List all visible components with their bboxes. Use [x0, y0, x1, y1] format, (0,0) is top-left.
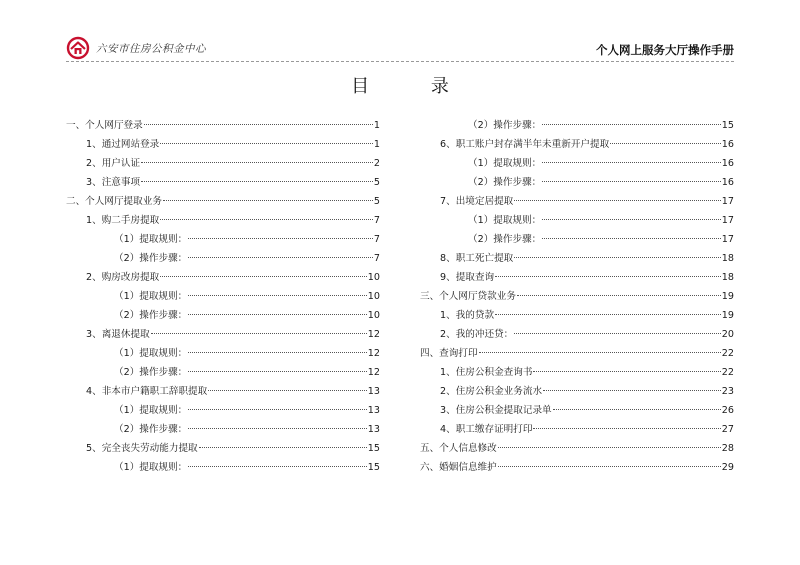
- toc-entry-page: 7: [373, 215, 380, 226]
- toc-entry-label: （2）操作步骤：: [114, 310, 188, 321]
- toc-entry[interactable]: [420, 154, 734, 173]
- toc-entry-label: （2）操作步骤：: [114, 253, 188, 264]
- toc-entry-page: 27: [721, 424, 734, 435]
- toc-entry-label: 6、职工账户封存满半年未重新开户提取: [440, 139, 610, 150]
- org-name: 六安市住房公积金中心: [96, 42, 206, 55]
- toc-entry-label: 三、个人网厅贷款业务: [420, 291, 516, 302]
- toc-entry-page: 18: [721, 272, 734, 283]
- toc-entry[interactable]: [420, 344, 734, 363]
- toc-entry[interactable]: [66, 192, 380, 211]
- toc-entry[interactable]: [420, 306, 734, 325]
- toc-entry[interactable]: [66, 211, 380, 230]
- toc-entry-label: 六、婚姻信息维护: [420, 462, 497, 473]
- toc-entry-label: 4、非本市户籍职工辞职提取: [86, 386, 208, 397]
- toc-dot-leader: [533, 371, 720, 372]
- toc-entry-page: 10: [367, 291, 380, 302]
- toc-entry[interactable]: [66, 135, 380, 154]
- toc-dot-leader: [542, 219, 721, 220]
- toc-entry[interactable]: [420, 287, 734, 306]
- toc-dot-leader: [141, 181, 373, 182]
- toc-entry-page: 12: [367, 367, 380, 378]
- toc-entry-page: 20: [721, 329, 734, 340]
- toc-dot-leader: [542, 162, 721, 163]
- toc-entry-page: 28: [721, 443, 734, 454]
- toc-dot-leader: [144, 124, 373, 125]
- toc-entry-page: 19: [721, 310, 734, 321]
- toc-dot-leader: [542, 238, 721, 239]
- toc-entry-label: 四、查询打印: [420, 348, 478, 359]
- toc-entry[interactable]: [420, 173, 734, 192]
- toc-dot-leader: [498, 466, 721, 467]
- toc-column-left: [66, 116, 380, 477]
- toc-entry-label: 8、职工死亡提取: [440, 253, 514, 264]
- toc-entry-page: 22: [721, 367, 734, 378]
- toc-dot-leader: [553, 409, 721, 410]
- toc-entry[interactable]: [420, 211, 734, 230]
- toc-entry[interactable]: [420, 135, 734, 154]
- housing-fund-logo-icon: [66, 36, 90, 60]
- toc-entry-label: 五、个人信息修改: [420, 443, 497, 454]
- toc-entry-page: 15: [721, 120, 734, 131]
- toc-entry-label: （1）提取规则：: [114, 234, 188, 245]
- toc-entry-label: 1、通过网站登录: [86, 139, 160, 150]
- toc-entry-label: （1）提取规则：: [468, 215, 542, 226]
- toc-dot-leader: [514, 200, 721, 201]
- toc-entry[interactable]: [66, 401, 380, 420]
- toc-dot-leader: [543, 390, 721, 391]
- toc-entry-page: 12: [367, 348, 380, 359]
- toc-dot-leader: [495, 314, 721, 315]
- toc-entry[interactable]: [66, 382, 380, 401]
- toc-dot-leader: [514, 257, 721, 258]
- manual-title: 个人网上服务大厅操作手册: [596, 43, 734, 57]
- header-branding: [66, 36, 206, 60]
- toc-entry-label: （1）提取规则：: [468, 158, 542, 169]
- toc-entry-page: 7: [373, 234, 380, 245]
- toc-entry-page: 5: [373, 196, 380, 207]
- toc-entry-label: 1、我的贷款: [440, 310, 495, 321]
- toc-dot-leader: [141, 162, 373, 163]
- toc-dot-leader: [514, 333, 721, 334]
- toc-entry-page: 15: [367, 443, 380, 454]
- toc-entry[interactable]: [66, 439, 380, 458]
- toc-entry-page: 26: [721, 405, 734, 416]
- toc-entry[interactable]: [420, 420, 734, 439]
- toc-entry[interactable]: [66, 420, 380, 439]
- toc-entry[interactable]: [66, 458, 380, 477]
- toc-dot-leader: [610, 143, 721, 144]
- toc-entry-label: 9、提取查询: [440, 272, 495, 283]
- toc-entry[interactable]: [66, 325, 380, 344]
- toc-entry-label: （2）操作步骤：: [114, 424, 188, 435]
- toc-entry-page: 13: [367, 424, 380, 435]
- toc-entry-page: 18: [721, 253, 734, 264]
- toc-entry[interactable]: [66, 249, 380, 268]
- toc-entry-page: 13: [367, 405, 380, 416]
- toc-dot-leader: [160, 276, 367, 277]
- toc-entry-label: 5、完全丧失劳动能力提取: [86, 443, 198, 454]
- toc-entry-label: 2、购房改房提取: [86, 272, 160, 283]
- toc-entry-label: 2、住房公积金业务流水: [440, 386, 543, 397]
- toc-dot-leader: [160, 143, 373, 144]
- toc-entry[interactable]: [66, 268, 380, 287]
- toc-entry-label: （1）提取规则：: [114, 462, 188, 473]
- toc-entry-page: 29: [721, 462, 734, 473]
- toc-entry-page: 19: [721, 291, 734, 302]
- toc-entry[interactable]: [420, 249, 734, 268]
- toc-entry[interactable]: [66, 154, 380, 173]
- toc-entry-page: 16: [721, 139, 734, 150]
- toc-dot-leader: [188, 238, 373, 239]
- toc-entry-page: 16: [721, 158, 734, 169]
- toc-dot-leader: [188, 371, 367, 372]
- toc-dot-leader: [498, 447, 721, 448]
- toc-entry-page: 17: [721, 234, 734, 245]
- toc-entry[interactable]: [66, 306, 380, 325]
- toc-entry-label: 3、住房公积金提取记录单: [440, 405, 552, 416]
- toc-entry-page: 5: [373, 177, 380, 188]
- toc-entry-label: 2、我的冲还贷：: [440, 329, 514, 340]
- toc-entry-page: 17: [721, 215, 734, 226]
- toc-entry-label: 7、出境定居提取: [440, 196, 514, 207]
- toc-dot-leader: [495, 276, 721, 277]
- toc-entry-label: 3、离退休提取: [86, 329, 150, 340]
- toc-entry[interactable]: [420, 325, 734, 344]
- toc-dot-leader: [208, 390, 367, 391]
- toc-entry[interactable]: [66, 173, 380, 192]
- toc-entry-label: （2）操作步骤：: [468, 234, 542, 245]
- toc-entry-label: 4、职工缴存证明打印: [440, 424, 533, 435]
- toc-entry-label: 2、用户认证: [86, 158, 141, 169]
- toc-entry-page: 10: [367, 272, 380, 283]
- toc-entry[interactable]: [66, 116, 380, 135]
- toc-dot-leader: [188, 257, 373, 258]
- toc-entry-label: （2）操作步骤：: [468, 120, 542, 131]
- toc-entry-label: （2）操作步骤：: [114, 367, 188, 378]
- toc-dot-leader: [188, 314, 367, 315]
- toc-dot-leader: [188, 409, 367, 410]
- toc-entry-page: 15: [367, 462, 380, 473]
- header-divider: [66, 61, 734, 62]
- toc-column-right: [420, 116, 734, 477]
- toc-entry[interactable]: [420, 439, 734, 458]
- toc-dot-leader: [151, 333, 367, 334]
- toc-entry[interactable]: [66, 344, 380, 363]
- toc-dot-leader: [542, 181, 721, 182]
- toc-entry-page: 13: [367, 386, 380, 397]
- toc-entry-page: 22: [721, 348, 734, 359]
- toc-dot-leader: [542, 124, 721, 125]
- toc-entry-page: 16: [721, 177, 734, 188]
- toc-entry-label: 3、注意事项: [86, 177, 141, 188]
- toc-entry-page: 12: [367, 329, 380, 340]
- toc-entry[interactable]: [420, 268, 734, 287]
- toc-entry[interactable]: [420, 458, 734, 477]
- toc-entry-page: 7: [373, 253, 380, 264]
- toc-entry[interactable]: [420, 116, 734, 135]
- toc-entry[interactable]: [420, 192, 734, 211]
- page-header: [66, 36, 734, 62]
- toc-entry-page: 17: [721, 196, 734, 207]
- toc-entry[interactable]: [66, 287, 380, 306]
- toc-entry-label: （1）提取规则：: [114, 291, 188, 302]
- toc-title: 目 录: [351, 76, 477, 97]
- toc-dot-leader: [199, 447, 367, 448]
- toc-entry-page: 1: [373, 139, 380, 150]
- toc-dot-leader: [188, 295, 367, 296]
- toc-entry-label: 1、住房公积金查询书: [440, 367, 533, 378]
- toc-dot-leader: [160, 219, 373, 220]
- toc-dot-leader: [533, 428, 720, 429]
- toc-dot-leader: [517, 295, 721, 296]
- toc-dot-leader: [188, 352, 367, 353]
- toc-entry[interactable]: [420, 401, 734, 420]
- toc-entry-label: 二、个人网厅提取业务: [66, 196, 162, 207]
- toc-entry[interactable]: [420, 382, 734, 401]
- toc-entry-page: 2: [373, 158, 380, 169]
- toc-entry[interactable]: [420, 363, 734, 382]
- toc-entry-label: （1）提取规则：: [114, 405, 188, 416]
- toc-entry-label: 一、个人网厅登录: [66, 120, 143, 131]
- toc-entry-page: 10: [367, 310, 380, 321]
- toc-entry-page: 23: [721, 386, 734, 397]
- toc-dot-leader: [188, 428, 367, 429]
- toc-entry-page: 1: [373, 120, 380, 131]
- toc-entry[interactable]: [66, 230, 380, 249]
- toc-entry-label: （1）提取规则：: [114, 348, 188, 359]
- toc-entry-label: 1、购二手房提取: [86, 215, 160, 226]
- toc-dot-leader: [163, 200, 373, 201]
- toc-entry[interactable]: [420, 230, 734, 249]
- toc-dot-leader: [188, 466, 367, 467]
- toc-entry-label: （2）操作步骤：: [468, 177, 542, 188]
- toc-entry[interactable]: [66, 363, 380, 382]
- toc-dot-leader: [479, 352, 721, 353]
